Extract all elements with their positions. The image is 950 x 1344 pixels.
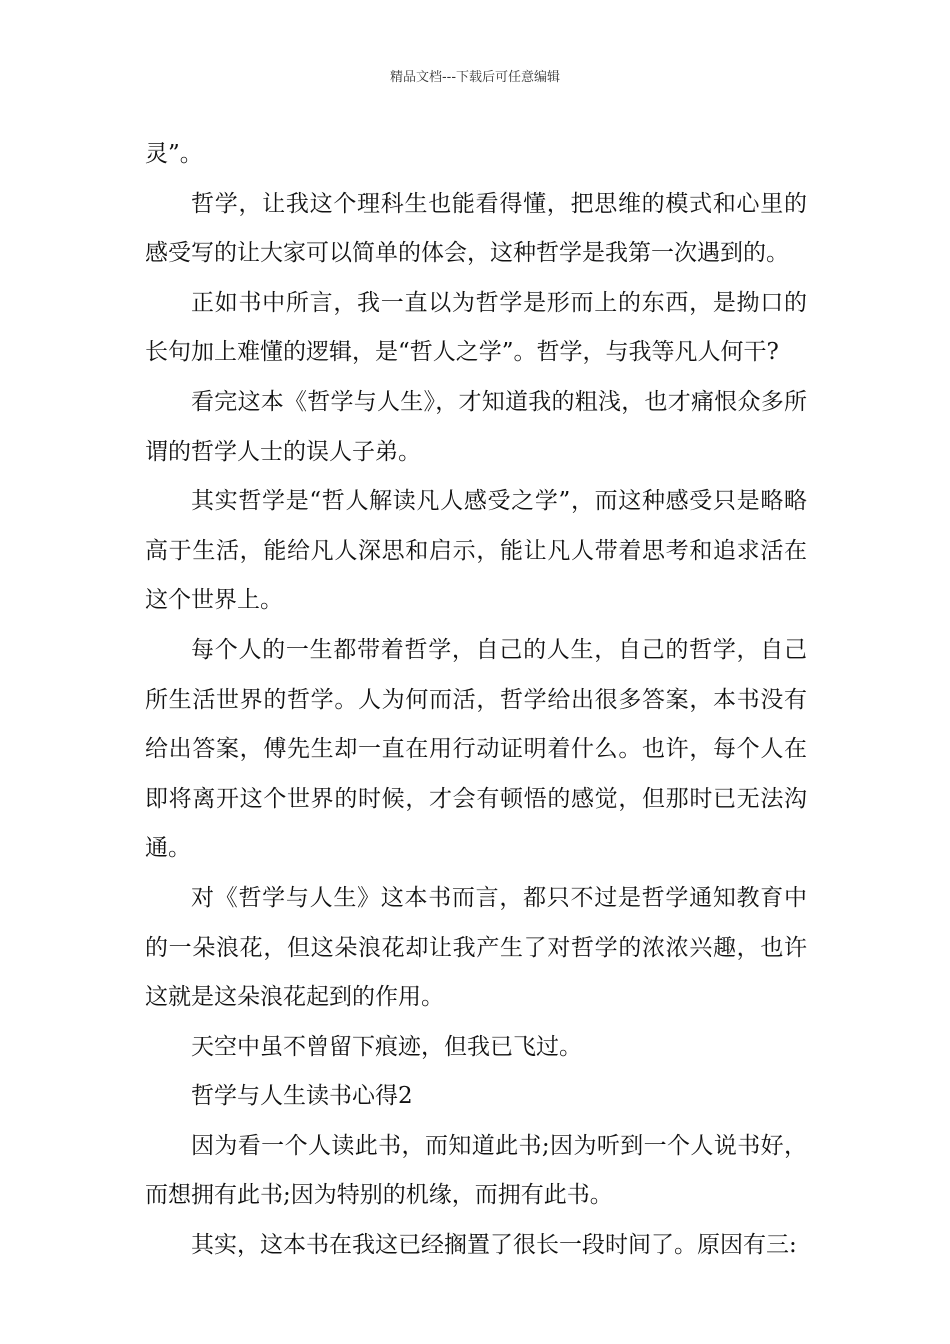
section-heading: 哲学与人生读书心得2 — [191, 1083, 413, 1110]
paragraph: 对《哲学与人生》这本书而言，都只不过是哲学通知教育中的一朵浪花，但这朵浪花却让我产生了对哲学的浓浓兴趣，也许这就是这朵浪花起到的作用。 — [145, 884, 807, 1011]
paragraph: 其实哲学是“哲人解读凡人感受之学”，而这种感受只是略略高于生活，能给凡人深思和启示，能让凡人带着思考和追求活在这个世界上。 — [145, 488, 807, 614]
paragraph: 哲学，让我这个理科生也能看得懂，把思维的模式和心里的感受写的让大家可以简单的体会，这种哲学是我第一次遇到的。 — [145, 190, 807, 267]
paragraph: 看完这本《哲学与人生》，才知道我的粗浅，也才痛恨众多所谓的哲学人士的误人子弟。 — [145, 388, 807, 465]
paragraph: 其实，这本书在我这已经搁置了很长一段时间了。原因有三: — [191, 1232, 797, 1259]
paragraph: 每个人的一生都带着哲学，自己的人生，自己的哲学，自己所生活世界的哲学。人为何而活，哲学给出很多答案，本书没有给出答案，傅先生却一直在用行动证明着什么。也许，每个人在即将离开这个世界的时候，才会有顿悟的感觉，但那时已无法沟通。 — [145, 636, 807, 862]
paragraph: 灵”。 — [145, 141, 203, 167]
paragraph: 因为看一个人读此书，而知道此书;因为听到一个人说书好，而想拥有此书;因为特别的机缘，而拥有此书。 — [145, 1132, 807, 1209]
paragraph: 天空中虽不曾留下痕迹，但我已飞过。 — [191, 1033, 582, 1060]
document-body — [145, 130, 807, 1271]
paragraph: 正如书中所言，我一直以为哲学是形而上的东西，是拗口的长句加上难懂的逻辑，是“哲人之学”。哲学，与我等凡人何干? — [145, 289, 807, 366]
page-header: 精品文档---下载后可任意编辑 — [389, 70, 561, 85]
